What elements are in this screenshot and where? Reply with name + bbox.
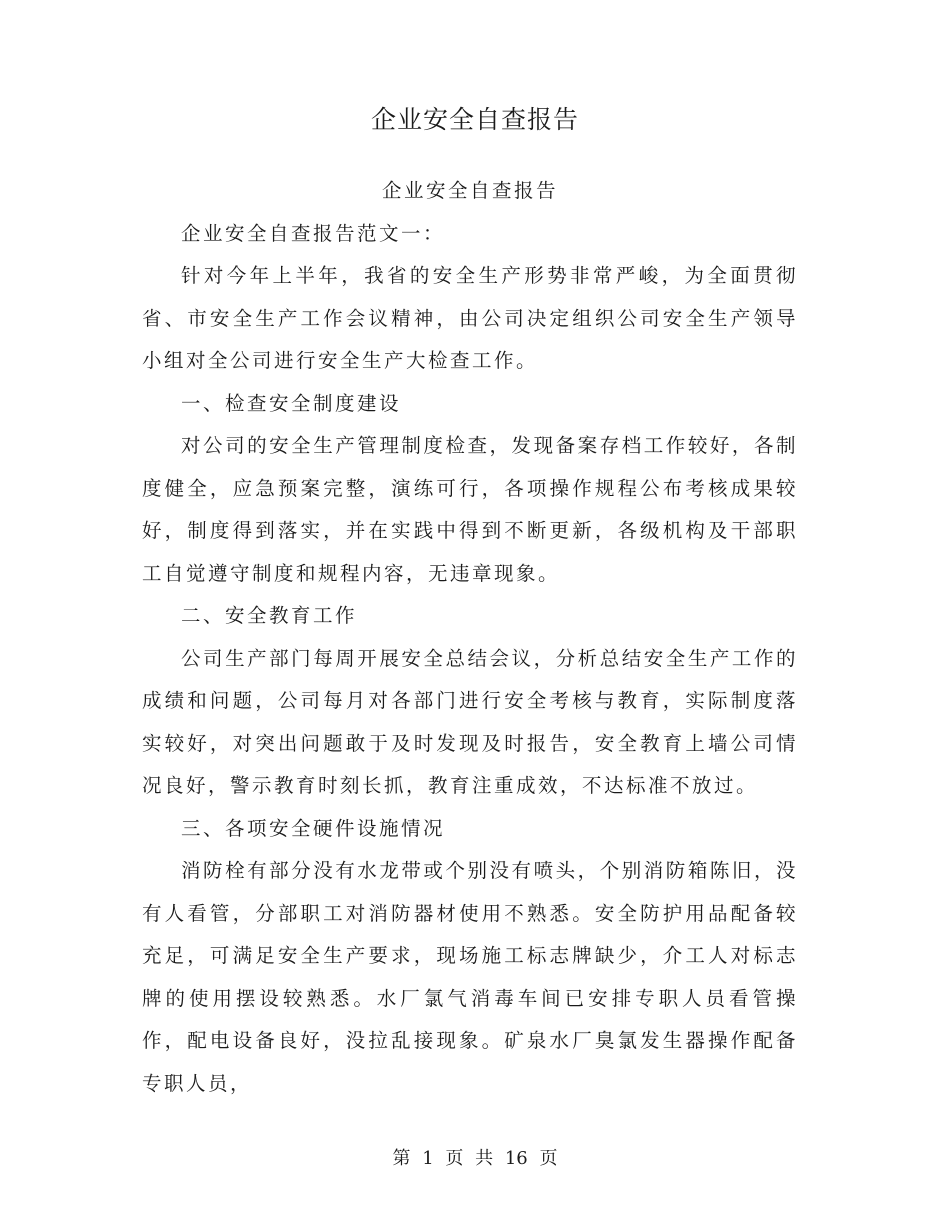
- section-heading-2: 二、安全教育工作: [181, 604, 358, 627]
- page-footer: 第 1 页 共 16 页: [392, 1148, 558, 1169]
- document-subtitle: 企业安全自查报告: [381, 179, 558, 202]
- section-text-2: 公司生产部门每周开展安全总结会议，分析总结安全生产工作的成绩和问题，公司每月对各部门进行安全考核与教育，实际制度落实较好，对突出问题敢于及时发现及时报告，安全教育上墙公司情况良好，警示教育时刻长抓，教育注重成效，不达标准不放过。: [142, 646, 798, 797]
- section-text-1: 对公司的安全生产管理制度检查，发现备案存档工作较好，各制度健全，应急预案完整，演练可行，各项操作规程公布考核成果较好，制度得到落实，并在实践中得到不断更新，各级机构及干部职工自觉遵守制度和规程内容，无违章现象。: [142, 434, 798, 585]
- paragraph-intro: 针对今年上半年，我省的安全生产形势非常严峻，为全面贯彻省、市安全生产工作会议精神，由公司决定组织公司安全生产领导小组对全公司进行安全生产大检查工作。: [142, 264, 798, 372]
- section-text-3: 消防栓有部分没有水龙带或个别没有喷头，个别消防箱陈旧，没有人看管，分部职工对消防器材使用不熟悉。安全防护用品配备较充足，可满足安全生产要求，现场施工标志牌缺少，介工人对标志牌的使用摆设较熟悉。水厂氯气消毒车间已安排专职人员看管操作，配电设备良好，没拉乱接现象。矿泉水厂臭氯发生器操作配备专职人员，: [142, 859, 798, 1095]
- document-title: 企业安全自查报告: [370, 105, 579, 134]
- document-body: [142, 170, 798, 1105]
- intro-line: 企业安全自查报告范文一：: [181, 221, 446, 245]
- section-heading-3: 三、各项安全硬件设施情况: [181, 816, 446, 840]
- section-heading-1: 一、检查安全制度建设: [181, 391, 402, 415]
